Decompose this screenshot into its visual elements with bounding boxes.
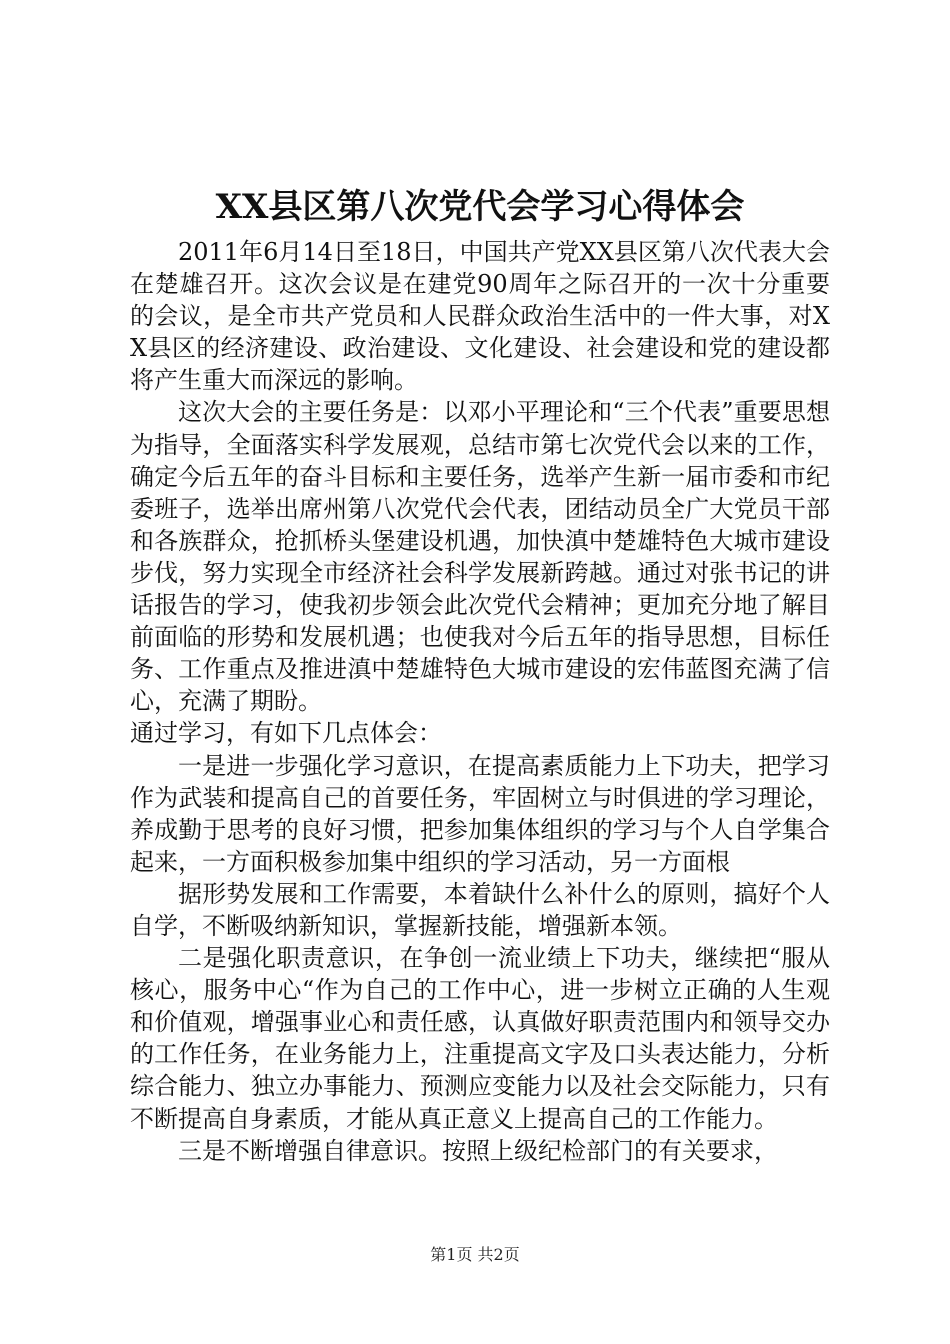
paragraph-main-tasks: 这次大会的主要任务是：以邓小平理论和“三个代表”重要思想为指导，全面落实科学发展观，总结市第七次党代会以来的工作，确定今后五年的奋斗目标和主要任务，选举产生新一届市委和市纪委班子，选举出席州第八次党代会代表，团结动员全广大党员干部和各族群众，抢抓桥头堡建设机遇，加快滇中楚雄特色大城市建设步伐，努力实现全市经济社会科学发展新跨越。通过对张书记的讲话报告的学习，使我初步领会此次党代会精神；更加充分地了解目前面临的形势和发展机遇；也使我对今后五年的指导思想，目标任务、工作重点及推进滇中楚雄特色大城市建设的宏伟蓝图充满了信心，充满了期盼。 xyxy=(130,398,830,716)
paragraph-point-three: 三是不断增强自律意识。按照上级纪检部门的有关要求， xyxy=(178,1136,778,1165)
paragraph-point-one-cont: 据形势发展和工作需要，本着缺什么补什么的原则，搞好个人自学，不断吸纳新知识，掌握新技能，增强新本领。 xyxy=(130,879,830,940)
paragraph-point-two: 二是强化职责意识，在争创一流业绩上下功夫，继续把“服从核心，服务中心“作为自己的工作中心，进一步树立正确的人生观和价值观，增强事业心和责任感，认真做好职责范围内和领导交办的工作任务，在业务能力上，注重提高文字及口头表达能力，分析综合能力、独立办事能力、预测应变能力以及社会交际能力，只有不断提高自身素质，才能从真正意义上提高自己的工作能力。 xyxy=(130,944,830,1133)
paragraph-point-one: 一是进一步强化学习意识，在提高素质能力上下功夫，把学习作为武装和提高自己的首要任务，牢固树立与时俱进的学习理论，养成勤于思考的良好习惯，把参加集体组织的学习与个人自学集合起来，一方面积极参加集中组织的学习活动，另一方面根 xyxy=(130,751,830,876)
document-body xyxy=(130,236,830,1167)
paragraph-lead-in: 通过学习，有如下几点体会： xyxy=(130,719,442,748)
paragraph-intro: 2011年6月14日至18日，中国共产党XX县区第八次代表大会在楚雄召开。这次会议是在建党90周年之际召开的一次十分重要的会议，是全市共产党员和人民群众政治生活中的一件大事，对XX县区的经济建设、政治建设、文化建设、社会建设和党的建设都将产生重大而深远的影响。 xyxy=(130,238,830,395)
document-title: XX县区第八次党代会学习心得体会 xyxy=(215,187,745,227)
document-page xyxy=(130,0,830,1344)
page-number-footer: 第1页 共2页 xyxy=(430,1245,520,1264)
